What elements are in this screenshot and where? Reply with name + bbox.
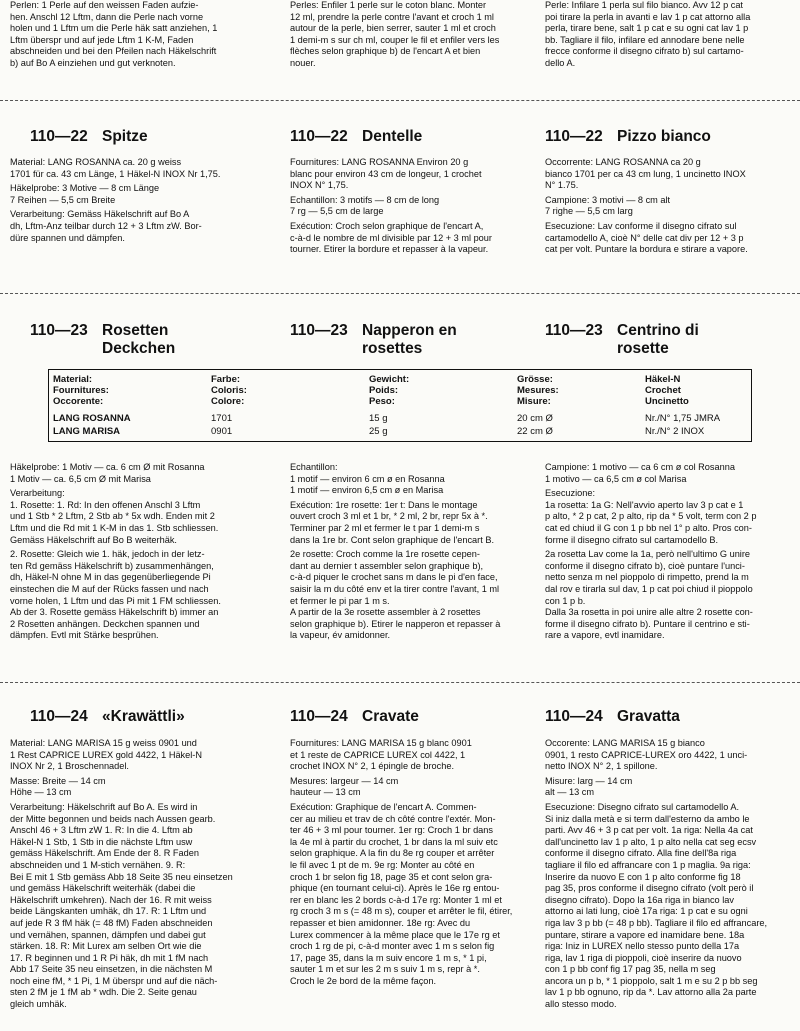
- top-text-it: [545, 0, 793, 70]
- s24-fr-fournitures: Fournitures: LANG MARISA 15 g blanc 0901 et 1 reste de CAPRICE LUREX col 4422, 1 crochet INOX N° 2, 1 épingle de broche.: [290, 738, 472, 772]
- title-23-it: 110—23 Centrino di rosette: [545, 322, 699, 357]
- cell: LANG ROSANNA: [53, 413, 131, 424]
- s23-de-rosette2: 2. Rosette: Gleich wie 1. häk, jedoch in der letz- ten Rd gemäss Häkelschrift b) zusammenhängen, dh, Häkel-N ohne M in das gegenüberliegende Pi einstechen die M auf der Rücks fassen und nach vorne holen, 1 Lftm und das Pi mit 1 FM schliessen. Ab der 3. Rosette gemäss Häkelschrift b) immer an 2 Rosetten anhängen. Deckchen spannen und dämpfen. Evtl mit Stärke besprühen.: [10, 549, 221, 641]
- s23-de-rosette1: Verarbeitung: 1. Rosette: 1. Rd: In den offenen Anschl 3 Lftm und 1 Stb * 2 Lftm, 2 Stb ab * 5x wdh. Enden mit 2 Lftm und die Rd mit 1 K-M in das 1. Stb schliessen. Gemäss Häkelschrift auf Bo B weiterhäk.: [10, 488, 219, 545]
- col-material: Material: Fournitures: Occorente:: [53, 374, 109, 407]
- s24-it: [545, 738, 793, 1014]
- title-24-it: 110—24 Gravatta: [545, 708, 680, 725]
- divider-1: [0, 100, 800, 101]
- s23-it: [545, 462, 793, 645]
- s23-it-rosetta1: Esecuzione: 1a rosetta: 1a G: Nell'avvio aperto lav 3 p cat e 1 p alto, * 2 p cat, 2 p alto, rip da * 5 volt, term con 2 p cat ed chiud il G con 1 p bb nel 1° p alto. Pros con- forme il disegno cifrato sul cartamodello B.: [545, 488, 757, 545]
- cell: 25 g: [369, 426, 388, 437]
- s23-fr-rosette2: 2e rosette: Croch comme la 1re rosette cepen- dant au dernier t assembler selon graphique b), c-à-d piquer le crochet sans m dans le pi d'en face, saisir la m du côté env et la tirer contre l'avant, 1 ml et fermer le pi par 1 m s. A partir de la 3e rosette assembler à 2 rosettes selon graphique b). Etirer le napperon et repasser à la vapeur, év amidonner.: [290, 549, 501, 641]
- s24-fr-execution: Exécution: Graphique de l'encart A. Commen- cer au milieu et trav de ch côté contre l'extér. Mon- ter 46 + 3 ml pour tourner. 1er rg: Croch 1 br dans la 4e ml à partir du crochet, 1 br dans la ml suiv etc selon graphique. A la fin du 8e rg couper et arrêter le fil avec 1 pt de m. 9e rg: Monter au côté en croch 1 br selon fig 18, page 35 et cont selon gra- phique (en tournant celui-ci). Après le 16e rg entou- rer en blanc les 2 bords c-à-d 17e rg: Monter 1 ml et rg croch 3 m s (= 48 m s), couper et arrêter le fil, étirer, repasser et bien amidonner. 18e rg: Avec du Lurex commencer à la même place que le 17e rg et croch 1 rg de pi, c-à-d monter avec 1 m s selon fig 17, page 35, dans la m suiv encore 1 m s, * 1 pi, sauter 1 m et sur les 2 m s suiv 1 m s, repr à *. Croch le 2e bord de la même façon.: [290, 801, 513, 986]
- s23-de: [10, 462, 258, 645]
- s22-it: [545, 157, 793, 259]
- s23-fr-echantillon: Echantillon: 1 motif — environ 6 cm ø en Rosanna 1 motif — environ 6,5 cm ø en Marisa: [290, 462, 445, 496]
- s22-it-campione: Campione: 3 motivi — 8 cm alt 7 righe — 5,5 cm larg: [545, 194, 671, 217]
- s22-fr-execution: Exécution: Croch selon graphique de l'encart A, c-à-d le nombre de ml divisible par 12 + 3 ml pour tourner. Etirer la bordure et repasser à la vapeur.: [290, 220, 492, 255]
- s23-fr-rosette1: Exécution: 1re rosette: 1er t: Dans le montage ouvert croch 3 ml et 1 br, * 2 ml, 2 br, repr 5x à *. Terminer par 2 ml et fermer le t par 1 demi-m s dans la 1re br. Cont selon graphique de l'encart B.: [290, 499, 495, 545]
- col-farbe: Farbe: Coloris: Colore:: [211, 374, 247, 407]
- title-24-de: 110—24 «Krawättli»: [30, 708, 185, 725]
- s22-it-esecuzione: Esecuzione: Lav conforme il disegno cifrato sul cartamodello A, cioè N° delle cat div per 12 + 3 p cat per volt. Puntare la bordura e stirare a vapore.: [545, 220, 748, 255]
- col-groesse: Grösse: Mesures: Misure:: [517, 374, 559, 407]
- s24-de: [10, 738, 258, 1014]
- s22-fr: [290, 157, 538, 259]
- title-23-de: 110—23 Rosetten Deckchen: [30, 322, 176, 357]
- title-22-fr: 110—22 Dentelle: [290, 128, 423, 145]
- title-22-it: 110—22 Pizzo bianco: [545, 128, 711, 145]
- s24-it-esecuzione: Esecuzione: Disegno cifrato sul cartamodello A. Si iniz dalla metà e si term dall'esterno da ambo le parti. Avv 46 + 3 p cat per volt. 1a riga: Nella 4a cat dall'uncinetto lav 1 p alto, 1 p alto nella cat seg ecsv conforme il disegno cifrato. Alla fine dell'8a riga tagliare il filo ed affrancare con 1 p maglia. 9a riga: Inserire da nuovo E con 1 p alto conforme fig 18 pag 35, pros conforme il disegno cifrato (volt però il disegno cifrato). Dopo la 16a riga in bianco lav attorno ai lati lung, cioè 17a riga: 1 p cat e su ogni riga lav 3 p bb (= 48 p bb). Tagliare il filo ed affrancare, puntare, stirare a vapore ed inamidare bene. 18a riga: Iniz in LUREX nello stesso punto della 17a riga, lav 1 riga di pioppoli, cioè inserire da nuovo con 1 p bb conf fig 17 pag 35, nella m seg ancora un p b, * 1 pioppolo, salt 1 m e su 2 p bb seg lav 1 p bb ognuno, rip da *. Lav attorno alla 2a parte allo stesso modo.: [545, 801, 768, 1010]
- s22-de: [10, 157, 258, 247]
- s22-fr-echantillon: Echantillon: 3 motifs — 8 cm de long 7 rg — 5,5 cm de large: [290, 194, 440, 217]
- cell: 15 g: [369, 413, 388, 424]
- divider-3: [0, 682, 800, 683]
- cell: 1701: [211, 413, 233, 424]
- divider-2: [0, 293, 800, 294]
- table-row: [49, 424, 752, 442]
- s23-it-rosetta2: 2a rosetta Lav come la 1a, però nell'ultimo G unire conforme il disegno cifrato b), cioè puntare l'unci- netto senza m nel pioppolo di rimpetto, prend la m dal rov e tirarla sul dav, 1 p cat poi chiud il pioppolo con 1 p b. Dalla 3a rosetta in poi unire alle altre 2 rosette con- forme il disegno cifrato b). Puntare il centrino e sti- rare a vapore, evtl inamidare.: [545, 549, 753, 641]
- s23-de-probe: Häkelprobe: 1 Motiv — ca. 6 cm Ø mit Rosanna 1 Motiv — ca. 6,5 cm Ø mit Marisa: [10, 462, 205, 484]
- materials-table: [48, 369, 752, 442]
- s24-de-masse: Masse: Breite — 14 cm Höhe — 13 cm: [10, 775, 106, 798]
- title-22-de: 110—22 Spitze: [30, 128, 148, 145]
- cell: Nr./N° 2 INOX: [645, 426, 705, 437]
- s22-de-material: Material: LANG ROSANNA ca. 20 g weiss 1701 für ca. 43 cm Länge, 1 Häkel-N INOX Nr 1,75.: [10, 157, 221, 179]
- s24-fr: [290, 738, 538, 990]
- s23-it-campione: Campione: 1 motivo — ca 6 cm ø col Rosanna 1 motivo — ca 6,5 cm ø col Marisa: [545, 462, 735, 484]
- s24-it-occorente: Occorente: LANG MARISA 15 g bianco 0901, 1 resto CAPRICE-LUREX oro 4422, 1 unci- netto INOX N° 2, 1 spillone.: [545, 738, 748, 772]
- s22-de-probe: Häkelprobe: 3 Motive — 8 cm Länge 7 Reihen — 5,5 cm Breite: [10, 183, 160, 205]
- s22-de-verarbeitung: Verarbeitung: Gemäss Häkelschrift auf Bo A dh, Lftm-Anz teilbar durch 12 + 3 Lftm zW. Bor- düre spannen und dämpfen.: [10, 209, 202, 243]
- s22-fr-fournitures: Fournitures: LANG ROSANNA Environ 20 g blanc pour environ 43 cm de longeur, 1 crochet INOX N° 1,75.: [290, 157, 482, 191]
- s24-fr-mesures: Mesures: largeur — 14 cm hauteur — 13 cm: [290, 775, 399, 798]
- table-row: [49, 407, 752, 424]
- top-text-fr: [290, 0, 538, 70]
- materials-header-row: [49, 370, 752, 408]
- top-text-de: [10, 0, 258, 70]
- col-gewicht: Gewicht: Poids: Peso:: [369, 374, 410, 407]
- cell: LANG MARISA: [53, 426, 121, 437]
- s22-it-occorrente: Occorrente: LANG ROSANNA ca 20 g bianco 1701 per ca 43 cm lung, 1 uncinetto INOX N° 1.75.: [545, 157, 746, 191]
- cell: 0901: [211, 426, 233, 437]
- cell: Nr./N° 1,75 JMRA: [645, 413, 721, 424]
- s24-de-verarbeitung: Verarbeitung: Häkelschrift auf Bo A. Es wird in der Mitte begonnen und beids nach Aussen gearb. Anschl 46 + 3 Lftm zW 1. R: In die 4. Lftm ab Häkel-N 1 Stb, 1 Stb in die nächste Lftm usw gemäss Häkelschrift. Am Ende der 8. R Faden abschneiden und 1 M-stich vernähen. 9. R: Bei E mit 1 Stb gemäss Abb 18 Seite 35 neu einsetzen und gemäss Häkelschrift weiterhäk (dabei die Häkelschrift umkehren). Nach der 16. R mit weiss beide Längskanten umhäk, dh 17. R: 1 Lftm und auf jede R 3 fM häk (= 48 fM) Faden abschneiden und vernähen, spannen, dämpfen und dabei gut stärken. 18. R: Mit Lurex am selben Ort wie die 17. R beginnen und 1 R Pi häk, dh mit 1 fM nach Abb 17 Seite 35 neu einsetzen, in die nächsten M noch eine fM, * 1 Pi, 1 M überspr und auf die näch- sten 2 fM je 1 fM ab * wdh. Die 2. Seite genau gleich umhäk.: [10, 801, 233, 1010]
- top-de: Perlen: 1 Perle auf den weissen Faden aufzie- hen. Anschl 12 Lftm, dann die Perle nach vorne holen und 1 Lftm um die Perle häk satt anziehen, 1 Lftm überspr und auf jede Lftm 1 K-M, Faden abschneiden und bei den Pfeilen nach Häkelschrift b) auf Bo A einziehen und gut verknoten.: [10, 0, 218, 68]
- title-24-fr: 110—24 Cravate: [290, 708, 419, 725]
- s24-it-misure: Misure: larg — 14 cm alt — 13 cm: [545, 775, 633, 798]
- cell: 22 cm Ø: [517, 426, 553, 437]
- top-it: Perle: Infilare 1 perla sul filo bianco. Avv 12 p cat poi tirare la perla in avanti e lav 1 p cat attorno alla perla, tirare bene, salt 1 p cat e su ogni cat lav 1 p bb. Tagliare il filo, infilare ed annodare bene nelle frecce conforme il disegno cifrato b) sul cartamo- dello A.: [545, 0, 751, 68]
- top-fr: Perles: Enfiler 1 perle sur le coton blanc. Monter 12 ml, prendre la perle contre l'avant et croch 1 ml autour de la perle, bien serrer, sauter 1 ml et croch 1 demi-m s sur ch ml, couper le fil et enfiler vers les flèches selon graphique b) de l'encart A et bien nouer.: [290, 0, 500, 68]
- cell: 20 cm Ø: [517, 413, 553, 424]
- s23-fr: [290, 462, 538, 645]
- s24-de-material: Material: LANG MARISA 15 g weiss 0901 und 1 Rest CAPRICE LUREX gold 4422, 1 Häkel-N INOX Nr 2, 1 Broschennadel.: [10, 738, 202, 772]
- title-23-fr: 110—23 Napperon en rosettes: [290, 322, 457, 357]
- col-haekel-n: Häkel-N Crochet Uncinetto: [645, 374, 689, 407]
